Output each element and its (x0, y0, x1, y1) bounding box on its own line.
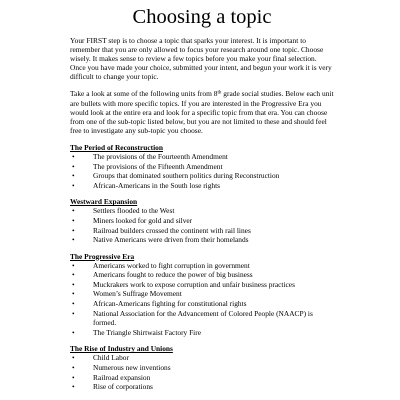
list-item-text: Women’s Suffrage Movement (93, 289, 182, 299)
list-item-text: The provisions of the Fourteenth Amendment (93, 151, 228, 161)
list-item-text: Railroad builders crossed the continent with rail lines (93, 225, 251, 235)
list-item (70, 181, 334, 191)
list-item (70, 280, 334, 290)
bullet-icon: • (72, 171, 75, 181)
section-heading: The Period of Reconstruction (70, 142, 163, 152)
list-item-text: The Triangle Shirtwaist Factory Fire (93, 327, 201, 337)
topic-section (70, 252, 334, 338)
list-item-text: Americans fought to reduce the power of big business (93, 270, 253, 280)
list-item (70, 299, 334, 309)
bullet-icon: • (72, 161, 75, 171)
section-heading: The Progressive Era (70, 251, 135, 261)
list-item (70, 328, 334, 338)
list-item (70, 226, 334, 236)
bullet-icon: • (72, 206, 75, 216)
list-item-text: The provisions of the Fifteenth Amendment (93, 161, 223, 171)
instructions-text-end: grade social studies. Below each unit are bullets with more specific topics. If you are interested in the Progressive Era you would look at the entire era and look for a specific topic from that era. You can choose from one of the sub-topic listed below, but you are not limited to these and should feel free to investigate any sub-topic you choose. (70, 89, 334, 135)
bullet-icon: • (72, 215, 75, 225)
bullet-icon: • (72, 327, 75, 337)
bullet-icon: • (72, 363, 75, 373)
list-item-text: Groups that dominated southern politics during Reconstruction (93, 171, 280, 181)
list-item (70, 382, 334, 392)
list-item (70, 353, 334, 363)
bullet-icon: • (72, 308, 75, 318)
list-item (70, 152, 334, 162)
page-title: Choosing a topic (132, 6, 272, 28)
list-item-text: Railroad expansion (93, 372, 151, 382)
list-item (70, 171, 334, 181)
instructions-text-start: Take a look at some of the following units from 8 (70, 89, 218, 99)
section-heading: The Rise of Industry and Unions (70, 344, 173, 354)
list-item (70, 235, 334, 245)
bullet-icon: • (72, 353, 75, 363)
bullet-icon: • (72, 279, 75, 289)
intro-paragraph: Your FIRST step is to choose a topic that sparks your interest. It is important to remember that you are only allowed to focus your research around one topic. Choose wisely. It makes sense to review a few topics before you make your final selection. Once you have made your choice, submitted your intent, and begun your work it is very difficult to change your topic. (70, 36, 332, 82)
list-item (70, 289, 334, 299)
bullet-icon: • (72, 270, 75, 280)
list-item-text: Child Labor (93, 353, 129, 363)
topic-list (70, 261, 334, 338)
topic-list (70, 353, 334, 391)
bullet-icon: • (72, 151, 75, 161)
instructions-paragraph (70, 89, 334, 134)
list-item (70, 309, 334, 328)
bullet-icon: • (72, 180, 75, 190)
topic-list (70, 206, 334, 244)
list-item-text: Miners looked for gold and silver (93, 215, 193, 225)
list-item-text: National Association for the Advancement of Colored People (NAACP) is formed. (93, 308, 313, 328)
list-item (70, 206, 334, 216)
list-item-text: Americans worked to fight corruption in government (93, 260, 250, 270)
list-item-text: Muckrakers work to expose corruption and unfair business practices (93, 279, 295, 289)
list-item-text: Native Americans were driven from their homelands (93, 235, 249, 245)
bullet-icon: • (72, 235, 75, 245)
list-item-text: Rise of corporations (93, 382, 153, 392)
list-item (70, 216, 334, 226)
list-item (70, 270, 334, 280)
bullet-icon: • (72, 289, 75, 299)
list-item (70, 373, 334, 383)
topic-list (70, 152, 334, 190)
list-item (70, 162, 334, 172)
list-item-text: African-Americans in the South lose rights (93, 180, 221, 190)
bullet-icon: • (72, 225, 75, 235)
bullet-icon: • (72, 382, 75, 392)
list-item-text: Settlers flooded to the West (93, 206, 175, 216)
bullet-icon: • (72, 260, 75, 270)
topic-section (70, 344, 334, 391)
topic-section (70, 143, 334, 190)
section-heading: Westward Expansion (70, 197, 138, 207)
list-item-text: African-Americans fighting for constitutional rights (93, 299, 247, 309)
topic-sections (70, 143, 334, 392)
ordinal-superscript: th (217, 90, 222, 96)
topic-section (70, 197, 334, 244)
list-item-text: Numerous new inventions (93, 363, 171, 373)
bullet-icon: • (72, 372, 75, 382)
list-item (70, 261, 334, 271)
bullet-icon: • (72, 299, 75, 309)
list-item (70, 363, 334, 373)
